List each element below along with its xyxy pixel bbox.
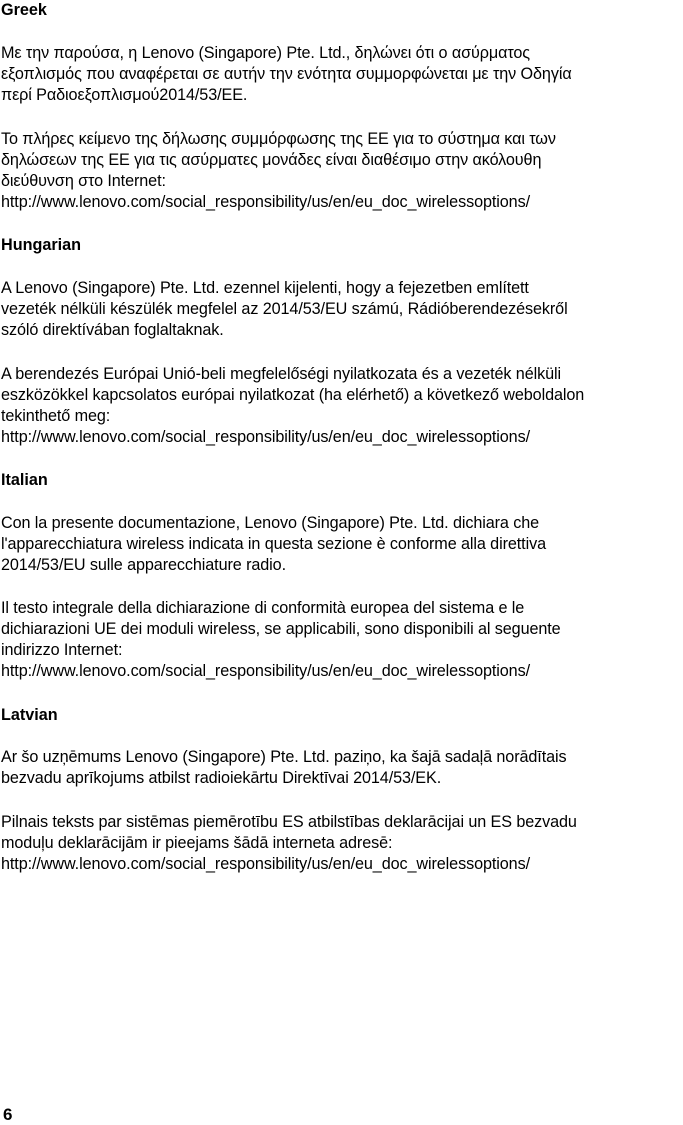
text-line: A Lenovo (Singapore) Pte. Ltd. ezennel kijelenti, hogy a fejezetben említett [1,279,529,297]
text-line: εξοπλισμός που αναφέρεται σε αυτήν την ενότητα συμμορφώνεται με την Οδηγία [1,65,572,83]
text-line: bezvadu aprīkojums atbilst radioiekārtu Direktīvai 2014/53/EK. [1,769,442,787]
page-number: 6 [3,1105,13,1124]
text-line: moduļu deklarācijām ir pieejams šādā interneta adresē: [1,834,393,852]
text-line: διεύθυνση στο Internet: [1,172,166,190]
hungarian-paragraph-2 [1,364,683,448]
text-line: 2014/53/EU sulle apparecchiature radio. [1,556,286,574]
italian-paragraph-1 [1,513,683,576]
doc-url: http://www.lenovo.com/social_responsibility/us/en/eu_doc_wirelessoptions/ [1,193,530,211]
text-line: eszközökkel kapcsolatos európai nyilatkozat (ha elérhető) a következő weboldalon [1,386,585,404]
text-line: dichiarazioni UE dei moduli wireless, se applicabili, sono disponibili al seguente [1,620,561,638]
text-line: Ar šo uzņēmums Lenovo (Singapore) Pte. Ltd. paziņo, ka šajā sadaļā norādītais [1,748,567,766]
greek-paragraph-1 [1,43,683,106]
text-line: Το πλήρες κείμενο της δήλωσης συμμόρφωσης της ΕΕ για το σύστημα και των [1,130,556,148]
text-line: Con la presente documentazione, Lenovo (Singapore) Pte. Ltd. dichiara che [1,514,540,532]
text-line: vezeték nélküli készülék megfelel az 2014/53/EU számú, Rádióberendezésekről [1,300,568,318]
text-line: l'apparecchiatura wireless indicata in questa sezione è conforme alla direttiva [1,535,546,553]
hungarian-paragraph-1 [1,278,683,341]
doc-url: http://www.lenovo.com/social_responsibility/us/en/eu_doc_wirelessoptions/ [1,428,530,446]
italian-paragraph-2 [1,598,683,682]
doc-url: http://www.lenovo.com/social_responsibility/us/en/eu_doc_wirelessoptions/ [1,662,530,680]
text-line: A berendezés Európai Unió-beli megfelelőségi nyilatkozata és a vezeték nélküli [1,365,561,383]
text-line: szóló direktívában foglaltaknak. [1,321,224,339]
text-line: Με την παρούσα, η Lenovo (Singapore) Pte. Ltd., δηλώνει ότι ο ασύρματος [1,44,530,62]
section-heading-hungarian: Hungarian [1,236,82,254]
text-line: indirizzo Internet: [1,641,123,659]
section-heading-greek: Greek [1,1,47,19]
latvian-paragraph-2 [1,812,683,875]
doc-url: http://www.lenovo.com/social_responsibility/us/en/eu_doc_wirelessoptions/ [1,855,530,873]
text-line: δηλώσεων της ΕΕ για τις ασύρματες μονάδες είναι διαθέσιμο στην ακόλουθη [1,151,542,169]
section-heading-italian: Italian [1,471,48,489]
text-line: περί Ραδιοεξοπλισμού2014/53/ΕΕ. [1,86,248,104]
greek-paragraph-2 [1,129,683,213]
text-line: Pilnais teksts par sistēmas piemērotību ES atbilstības deklarācijai un ES bezvadu [1,813,577,831]
latvian-paragraph-1 [1,747,683,789]
text-line: Il testo integrale della dichiarazione di conformità europea del sistema e le [1,599,525,617]
text-line: tekinthető meg: [1,407,111,425]
section-heading-latvian: Latvian [1,706,58,724]
